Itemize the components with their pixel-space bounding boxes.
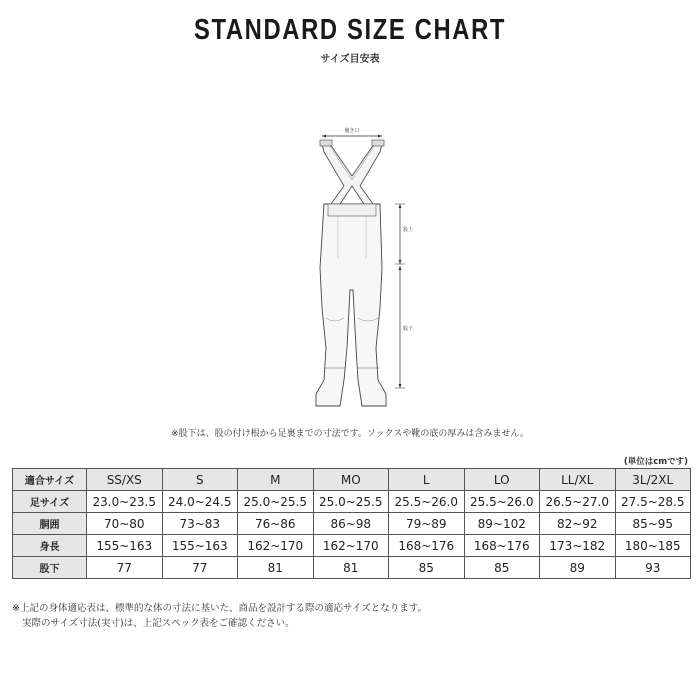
table-cell: 155~163	[87, 535, 163, 557]
row-label: 足サイズ	[13, 491, 87, 513]
table-header-row	[13, 469, 691, 491]
table-cell: 77	[87, 557, 163, 579]
table-cell: 180~185	[615, 535, 691, 557]
table-header-cell: S	[162, 469, 238, 491]
row-label: 股下	[13, 557, 87, 579]
table-cell: 25.0~25.5	[238, 491, 314, 513]
table-cell: 85	[464, 557, 540, 579]
table-cell: 89	[540, 557, 616, 579]
row-label: 胴囲	[13, 513, 87, 535]
opening-label: 履き口	[344, 128, 360, 134]
table-cell: 168~176	[389, 535, 465, 557]
table-cell: 81	[313, 557, 389, 579]
footer-note: 実際のサイズ寸法(実寸)は、上記スペック表をご確認ください。	[22, 618, 295, 629]
table-cell: 89~102	[464, 513, 540, 535]
table-cell: 25.5~26.0	[389, 491, 465, 513]
buckle-left	[320, 140, 332, 146]
table-header-cell: 適合サイズ	[13, 469, 87, 491]
table-header-cell: M	[238, 469, 314, 491]
table-row	[13, 491, 691, 513]
table-cell: 81	[238, 557, 314, 579]
table-header-cell: LL/XL	[540, 469, 616, 491]
page-title: STANDARD SIZE CHART	[193, 14, 507, 46]
wader-body	[316, 204, 386, 406]
table-cell: 76~86	[238, 513, 314, 535]
footer-note: ※上記の身体適応表は、標準的な体の寸法に基いた、商品を設計する際の適応サイズとなります。	[12, 603, 427, 614]
table-header-cell: L	[389, 469, 465, 491]
table-cell: 26.5~27.0	[540, 491, 616, 513]
table-cell: 27.5~28.5	[615, 491, 691, 513]
table-header-cell: LO	[464, 469, 540, 491]
page-subtitle: サイズ目安表	[320, 54, 380, 65]
table-cell: 24.0~24.5	[162, 491, 238, 513]
table-header-cell: MO	[313, 469, 389, 491]
table-cell: 25.0~25.5	[313, 491, 389, 513]
row-label: 身長	[13, 535, 87, 557]
table-cell: 168~176	[464, 535, 540, 557]
table-cell: 79~89	[389, 513, 465, 535]
size-table	[12, 468, 691, 579]
table-header-cell: SS/XS	[87, 469, 163, 491]
suspender-straps	[322, 144, 382, 210]
table-row	[13, 535, 691, 557]
table-cell: 93	[615, 557, 691, 579]
inseam-note: ※股下は、股の付け根から足裏までの寸法です。ソックスや靴の底の厚みは含みません。	[171, 429, 529, 439]
table-cell: 73~83	[162, 513, 238, 535]
inseam-label: 股下	[403, 326, 414, 332]
table-cell: 86~98	[313, 513, 389, 535]
table-cell: 85	[389, 557, 465, 579]
footer-notes	[12, 601, 427, 631]
table-cell: 85~95	[615, 513, 691, 535]
table-cell: 162~170	[313, 535, 389, 557]
table-cell: 70~80	[87, 513, 163, 535]
table-cell: 77	[162, 557, 238, 579]
table-header-cell: 3L/2XL	[615, 469, 691, 491]
table-row	[13, 557, 691, 579]
table-row	[13, 513, 691, 535]
table-cell: 155~163	[162, 535, 238, 557]
buckle-right	[372, 140, 384, 146]
table-cell: 25.5~26.0	[464, 491, 540, 513]
table-cell: 173~182	[540, 535, 616, 557]
table-cell: 82~92	[540, 513, 616, 535]
table-cell: 162~170	[238, 535, 314, 557]
wader-diagram	[300, 118, 420, 418]
wader-illustration	[300, 118, 420, 418]
table-cell: 23.0~23.5	[87, 491, 163, 513]
rise-label: 股上	[403, 227, 414, 233]
unit-note: (単位はcmです)	[623, 457, 688, 467]
